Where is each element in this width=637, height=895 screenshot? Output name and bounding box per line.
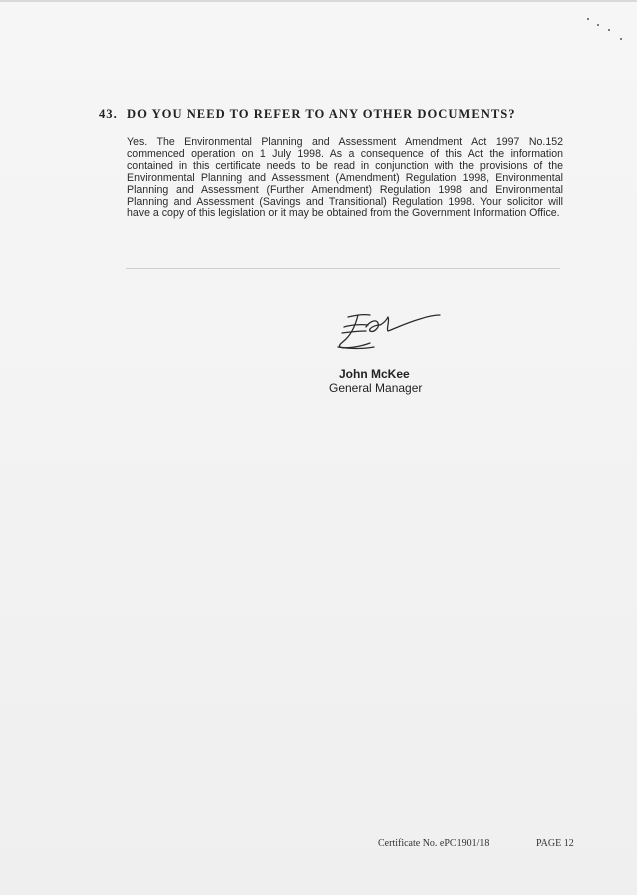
certificate-number: Certificate No. ePC1901/18	[378, 838, 490, 849]
signature-image	[330, 303, 442, 359]
section-title: DO YOU NEED TO REFER TO ANY OTHER DOCUMENTS?	[127, 107, 516, 121]
signatory-title: General Manager	[329, 381, 423, 395]
section-answer: Yes. The Environmental Planning and Assessment Amendment Act 1997 No.152 commenced operation on 1 July 1998. As a consequence of this Act the information contained in this certificate needs to be read in conjunction with the provisions of the Environmental Planning and Assessment (Amendment) Regulation 1998, Environmental Planning and Assessment (Further Amendment) Regulation 1998 and Environmental Planning and Assessment (Savings and Transitional) Regulation 1998. Your solicitor will have a copy of this legislation or it may be obtained from the Government Information Office.	[127, 136, 563, 220]
page-top-edge	[0, 0, 637, 2]
divider-line	[126, 268, 560, 269]
page-number: PAGE 12	[536, 838, 574, 849]
section-number: 43.	[99, 107, 118, 121]
signatory-name: John McKee	[339, 367, 410, 381]
section-heading	[99, 107, 516, 122]
scan-specks	[583, 14, 623, 44]
